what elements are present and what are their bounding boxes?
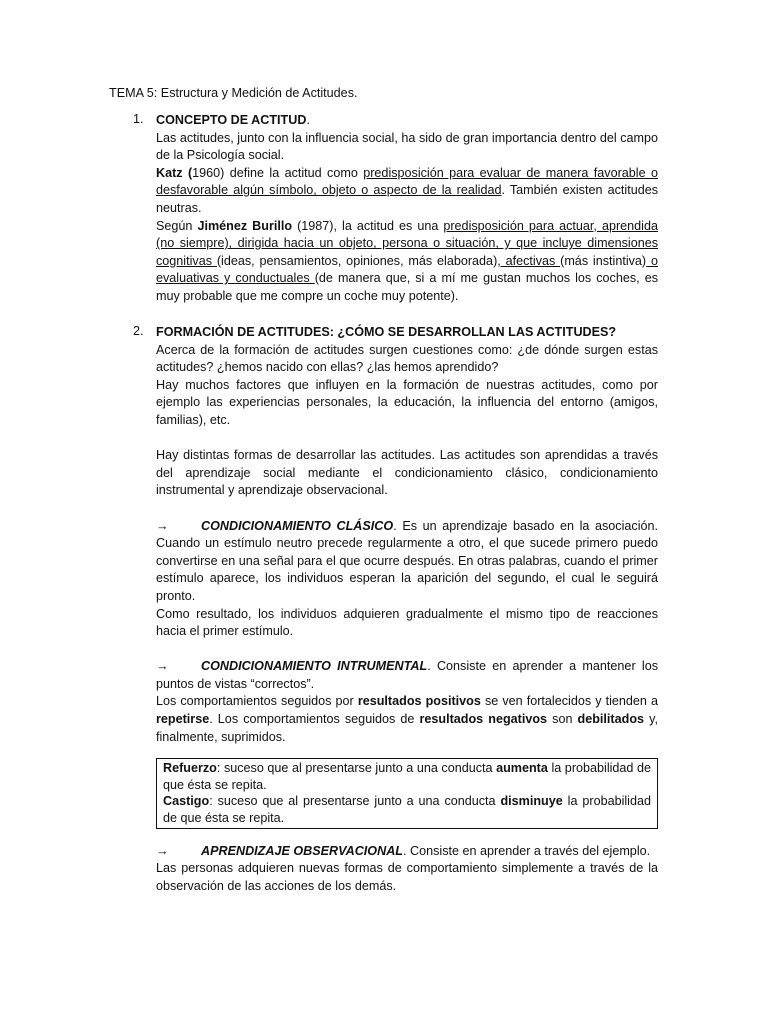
paragraph-condicionamiento-instrumental: → CONDICIONAMIENTO INTRUMENTAL. Consiste en aprender a mantener los puntos de vistas “correctos”.: [156, 659, 658, 691]
paragraph: Katz (1960) define la actitud como predisposición para evaluar de manera favorable o desfavorable algún símbolo, objeto o aspecto de la realidad. También existen actitudes neutras.: [156, 165, 659, 215]
paragraph: Las actitudes, junto con la influencia social, ha sido de gran importancia dentro del campo de la Psicología social.: [156, 130, 658, 163]
paragraph: Los comportamientos seguidos por resultados positivos se ven fortalecidos y tienden a repetirse. Los comportamientos seguidos de resultados negativos son debilitados y, finalmente, suprimidos.: [156, 694, 658, 744]
paragraph-aprendizaje-observacional: → APRENDIZAJE OBSERVACIONAL. Consiste en aprender a través del ejemplo.: [156, 843, 658, 861]
document-title: TEMA 5: Estructura y Medición de Actitudes.: [109, 86, 358, 100]
arrow-icon: →: [156, 843, 169, 858]
definition-refuerzo: Refuerzo: suceso que al presentarse junto a una conducta aumenta la probabilidad de que ésta se repita.: [163, 761, 651, 792]
section-heading: CONCEPTO DE ACTITUD.: [156, 113, 310, 127]
definition-castigo: Castigo: suceso que al presentarse junto a una conducta disminuye la probabilidad de que ésta se repita.: [163, 794, 651, 826]
arrow-icon: →: [156, 518, 169, 533]
paragraph: Hay distintas formas de desarrollar las actitudes. Las actitudes son aprendidas a través del aprendizaje social mediante el condicionamiento clásico, condicionamiento instrumental y aprendizaje observacional.: [156, 448, 658, 498]
section-number: 2.: [133, 324, 144, 338]
section-2: [133, 324, 658, 895]
definition-box: [156, 758, 658, 828]
paragraph: Como resultado, los individuos adquieren gradualmente el mismo tipo de reacciones hacia el primer estímulo.: [156, 606, 658, 639]
paragraph: Hay muchos factores que influyen en la formación de nuestras actitudes, como por ejemplo las experiencias personales, la educación, la influencia del entorno (amigos, familias), etc.: [156, 377, 658, 427]
paragraph: Las personas adquieren nuevas formas de comportamiento simplemente a través de la observación de las acciones de los demás.: [156, 861, 658, 893]
section-1: [133, 112, 658, 306]
section-heading: FORMACIÓN DE ACTITUDES: ¿CÓMO SE DESARROLLAN LAS ACTITUDES?: [156, 325, 617, 339]
arrow-icon: →: [156, 659, 169, 674]
paragraph-condicionamiento-clasico: → CONDICIONAMIENTO CLÁSICO. Es un aprendizaje basado en la asociación. Cuando un estímulo neutro precede regularmente a otro, el que sucede primero puedo convertirse en una señal para el que ocurre después. En otras palabras, cuando el primer estímulo aparece, los individuos esperan la aparición del segundo, el cual le seguirá pronto.: [156, 518, 658, 603]
paragraph: Acerca de la formación de actitudes surgen cuestiones como: ¿de dónde surgen estas actitudes? ¿hemos nacido con ellas? ¿las hemos aprendido?: [156, 342, 658, 375]
section-number: 1.: [133, 112, 144, 126]
paragraph: Según Jiménez Burillo (1987), la actitud es una predisposición para actuar, aprendida (no siempre), dirigida hacia un objeto, persona o situación, y que incluye dimensiones cognitivas (ideas, pensamientos, opiniones, más elaborada), afectivas (más instintiva) o evaluativas y conductuales (de manera que, si a mí me gustan muchos los coches, es muy probable que me compre un coche muy potente).: [156, 218, 658, 303]
